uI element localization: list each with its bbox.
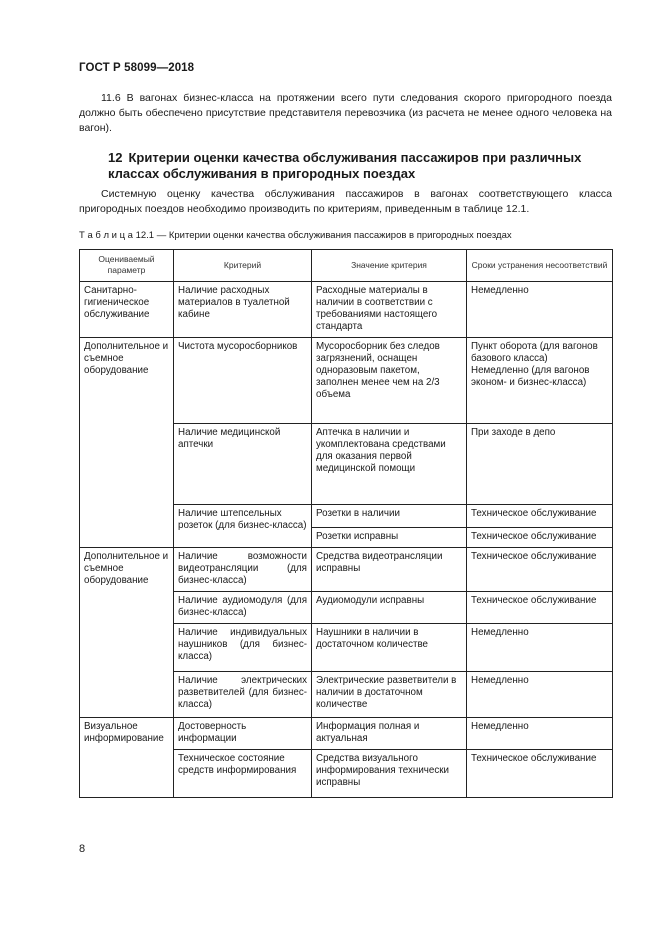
section-title-text: Критерии оценки качества обслуживания пассажиров при различных классах обслуживания в пригородных поездах: [108, 150, 582, 181]
header-value: Значение критерия: [312, 250, 467, 282]
cell-criterion: Чистота мусоросборников: [174, 338, 312, 424]
cell-param: Дополнительное и съемное оборудование: [80, 548, 174, 718]
cell-deadline: Немедленно: [467, 282, 613, 338]
header-param: Оцениваемый параметр: [80, 250, 174, 282]
cell-value: Аудиомодули исправны: [312, 592, 467, 624]
table-caption-text: — Критерии оценки качества обслуживания пассажиров в пригородных поездах: [156, 230, 512, 241]
cell-deadline: При заходе в депо: [467, 424, 613, 505]
cell-value: Информация полная и актуальная: [312, 718, 467, 750]
cell-criterion: Наличие расходных материалов в туалетной кабине: [174, 282, 312, 338]
cell-value: Розетки исправны: [312, 528, 467, 548]
cell-value: Расходные материалы в наличии в соответствии с требованиями настоящего стандарта: [312, 282, 467, 338]
section-title: [108, 150, 608, 182]
cell-value: Средства видеотрансляции исправны: [312, 548, 467, 592]
cell-deadline: Техническое обслуживание: [467, 528, 613, 548]
cell-criterion: Достоверность информации: [174, 718, 312, 750]
section-paragraph: [79, 187, 612, 217]
table-caption-label: Т а б л и ц а 12.1: [79, 230, 155, 241]
header-deadline: Сроки устранения несоответствий: [467, 250, 613, 282]
cell-deadline: Техническое обслуживание: [467, 505, 613, 528]
cell-criterion: Наличие штепсельных розеток (для бизнес-класса): [174, 505, 312, 548]
cell-value: Электрические разветвители в наличии в достаточном количестве: [312, 672, 467, 718]
cell-deadline: Техническое обслуживание: [467, 592, 613, 624]
table-header-row: [80, 250, 613, 282]
table-caption: [79, 230, 512, 241]
cell-value: Мусоросборник без следов загрязнений, оснащен одноразовым пакетом, заполнен менее чем на 2/3 объема: [312, 338, 467, 424]
cell-param: Визуальное информирование: [80, 718, 174, 798]
cell-deadline: Техническое обслуживание: [467, 750, 613, 798]
cell-criterion: Наличие электрических разветвителей (для бизнес-класса): [174, 672, 312, 718]
section-paragraph-text: Системную оценку качества обслуживания пассажиров в вагонах соответствующего класса пригородных поездов необходимо производить по критериям, приведенным в таблице 12.1.: [79, 188, 612, 215]
cell-value: Наушники в наличии в достаточном количестве: [312, 624, 467, 672]
cell-param: Санитарно-гигиеническое обслуживание: [80, 282, 174, 338]
header-criterion: Критерий: [174, 250, 312, 282]
cell-criterion: Наличие возможности видеотрансляции (для бизнес-класса): [174, 548, 312, 592]
section-number: 12: [108, 150, 123, 165]
table-row: [80, 548, 613, 592]
cell-criterion: Техническое состояние средств информирования: [174, 750, 312, 798]
cell-param: Дополнительное и съемное оборудование: [80, 338, 174, 548]
cell-criterion: Наличие аудиомодуля (для бизнес-класса): [174, 592, 312, 624]
table-row: [80, 282, 613, 338]
cell-deadline: Немедленно: [467, 624, 613, 672]
cell-value: Розетки в наличии: [312, 505, 467, 528]
paragraph-11-6: [79, 91, 612, 136]
cell-deadline: Немедленно: [467, 672, 613, 718]
table-row: [80, 338, 613, 424]
document-header: ГОСТ Р 58099—2018: [79, 62, 195, 74]
cell-criterion: Наличие медицинской аптечки: [174, 424, 312, 505]
cell-deadline: Техническое обслуживание: [467, 548, 613, 592]
cell-value: Аптечка в наличии и укомплектована средствами для оказания первой медицинской помощи: [312, 424, 467, 505]
cell-value: Средства визуального информирования технически исправны: [312, 750, 467, 798]
criteria-table: [79, 249, 613, 798]
page-number: 8: [79, 843, 86, 855]
cell-deadline: Пункт оборота (для вагонов базового класса) Немедленно (для вагонов эконом- и бизнес-класса): [467, 338, 613, 424]
table-row: [80, 718, 613, 750]
cell-deadline: Немедленно: [467, 718, 613, 750]
paragraph-11-6-text: 11.6 В вагонах бизнес-класса на протяжении всего пути следования скорого пригородного поезда должно быть обеспечено присутствие представителя перевозчика (из расчета не менее одного человека на вагон).: [79, 92, 612, 134]
cell-criterion: Наличие индивидуальных наушников (для бизнес-класса): [174, 624, 312, 672]
